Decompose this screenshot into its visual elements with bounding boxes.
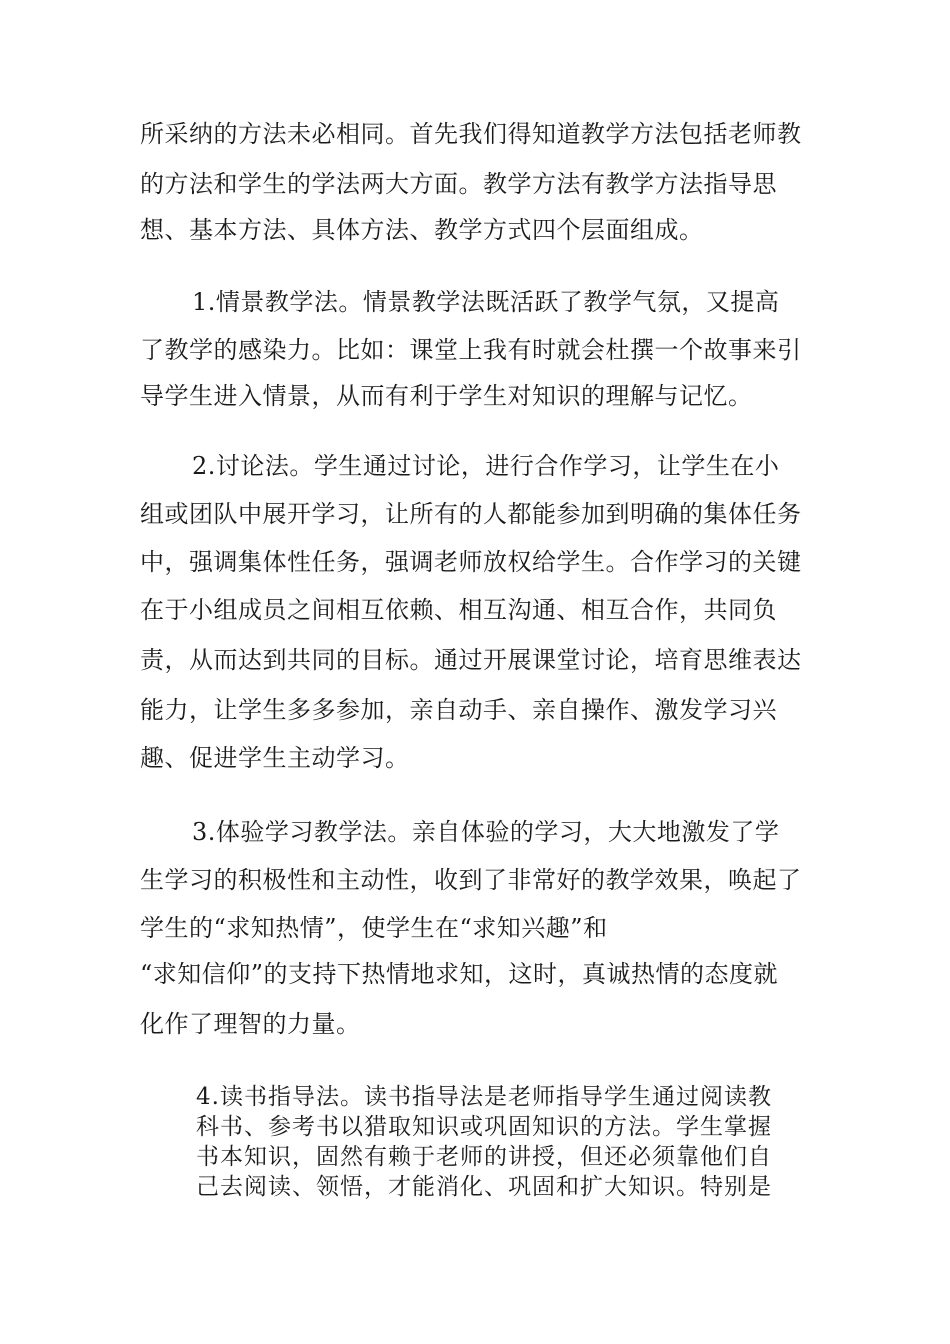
text-line: 3.体验学习教学法。亲自体验的学习，大大地激发了学 <box>192 818 780 846</box>
text-line: 生学习的积极性和主动性，收到了非常好的教学效果，唤起了 <box>140 866 802 894</box>
text-line: 中，强调集体性任务，强调老师放权给学生。合作学习的关键 <box>140 548 802 576</box>
text-line: 2.讨论法。学生通过讨论，进行合作学习，让学生在小 <box>192 452 780 480</box>
text-line: 己去阅读、领悟，才能消化、巩固和扩大知识。特别是 <box>196 1174 772 1200</box>
text-line: 责，从而达到共同的目标。通过开展课堂讨论，培育思维表达 <box>140 646 802 674</box>
text-line: 1.情景教学法。情景教学法既活跃了教学气氛，又提高 <box>192 288 780 316</box>
text-line: 所采纳的方法未必相同。首先我们得知道教学方法包括老师教 <box>140 120 802 148</box>
text-line: “求知信仰”的支持下热情地求知，这时，真诚热情的态度就 <box>140 960 779 988</box>
text-line: 书本知识，固然有赖于老师的讲授，但还必须靠他们自 <box>196 1144 772 1170</box>
text-line: 化作了理智的力量。 <box>140 1010 361 1038</box>
text-line: 能力，让学生多多参加，亲自动手、亲自操作、激发学习兴 <box>140 696 777 724</box>
text-line: 组或团队中展开学习，让所有的人都能参加到明确的集体任务 <box>140 500 802 528</box>
text-line: 想、基本方法、具体方法、教学方式四个层面组成。 <box>140 216 704 244</box>
text-line: 了教学的感染力。比如：课堂上我有时就会杜撰一个故事来引 <box>140 336 802 364</box>
text-line: 在于小组成员之间相互依赖、相互沟通、相互合作，共同负 <box>140 596 777 624</box>
text-line: 导学生进入情景，从而有利于学生对知识的理解与记忆。 <box>140 382 753 410</box>
text-line: 科书、参考书以猎取知识或巩固知识的方法。学生掌握 <box>196 1114 772 1140</box>
text-line: 趣、促进学生主动学习。 <box>140 744 410 772</box>
text-line: 4.读书指导法。读书指导法是老师指导学生通过阅读教 <box>196 1084 772 1110</box>
text-line: 学生的“求知热情”，使学生在“求知兴趣”和 <box>140 914 608 942</box>
text-line: 的方法和学生的学法两大方面。教学方法有教学方法指导思 <box>140 170 777 198</box>
